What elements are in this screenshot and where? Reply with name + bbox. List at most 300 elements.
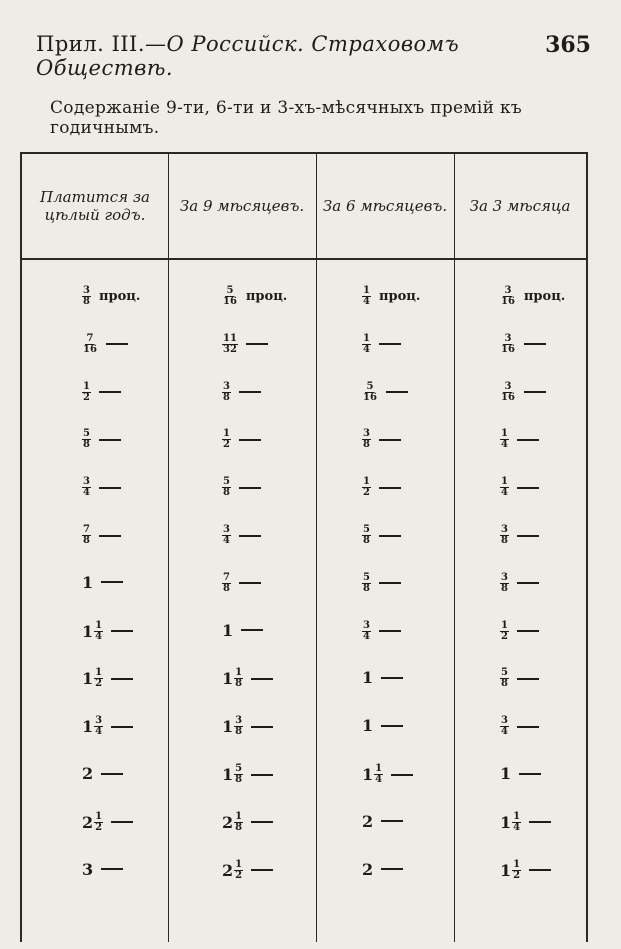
table-cell bbox=[500, 573, 539, 594]
table-cell bbox=[222, 477, 261, 498]
table-cell bbox=[222, 573, 261, 594]
denominator: 4 bbox=[95, 726, 103, 738]
table-cell bbox=[222, 429, 261, 450]
table-cell bbox=[82, 429, 121, 450]
denominator: 8 bbox=[363, 535, 370, 546]
ditto-dash bbox=[529, 821, 551, 823]
ditto-dash bbox=[529, 869, 551, 871]
ditto-dash bbox=[517, 630, 539, 632]
whole-number: 1 bbox=[500, 764, 512, 783]
numerator: 3 bbox=[95, 715, 103, 727]
denominator: 4 bbox=[501, 439, 508, 451]
table-cell bbox=[222, 621, 263, 640]
cell-value bbox=[82, 764, 93, 783]
fraction bbox=[362, 286, 371, 307]
table-cell bbox=[362, 860, 403, 879]
unit-label: проц. bbox=[378, 289, 421, 304]
table-cell bbox=[222, 860, 273, 881]
cell-value bbox=[222, 621, 233, 640]
fraction bbox=[222, 573, 231, 594]
fraction bbox=[362, 334, 371, 355]
numerator: 1 bbox=[83, 380, 90, 392]
fraction bbox=[222, 334, 238, 355]
table-cell bbox=[362, 286, 420, 307]
numerator: 3 bbox=[83, 476, 90, 488]
ditto-dash bbox=[99, 487, 121, 489]
denominator: 2 bbox=[95, 678, 103, 690]
numerator: 5 bbox=[363, 524, 370, 535]
ditto-dash bbox=[241, 629, 263, 631]
cell-value bbox=[222, 716, 243, 737]
fraction bbox=[94, 716, 103, 737]
numerator: 1 bbox=[375, 763, 383, 774]
fraction bbox=[362, 525, 371, 546]
whole-number: 2 bbox=[362, 811, 374, 831]
fraction bbox=[500, 668, 509, 689]
table-cell bbox=[362, 573, 401, 594]
column-divider bbox=[168, 154, 169, 942]
table-cell bbox=[500, 334, 546, 355]
ditto-dash bbox=[239, 487, 261, 489]
ditto-dash bbox=[111, 678, 133, 680]
ditto-dash bbox=[381, 677, 403, 679]
table-cell bbox=[362, 812, 403, 831]
ditto-dash bbox=[379, 439, 401, 441]
denominator: 8 bbox=[235, 678, 243, 690]
cell-value bbox=[82, 286, 91, 307]
numerator: 3 bbox=[501, 571, 508, 583]
fraction bbox=[222, 286, 238, 307]
denominator: 32 bbox=[223, 343, 237, 355]
fraction bbox=[82, 382, 91, 403]
table-cell bbox=[500, 429, 539, 450]
table-cell bbox=[222, 286, 287, 307]
table-cell bbox=[362, 429, 401, 450]
numerator: 1 bbox=[235, 810, 243, 822]
whole-number: 1 bbox=[82, 572, 94, 592]
denominator: 8 bbox=[501, 582, 508, 594]
table-cell bbox=[362, 621, 401, 642]
fraction bbox=[222, 382, 231, 403]
table-cell bbox=[362, 382, 408, 403]
table-cell bbox=[362, 334, 401, 355]
cell-value bbox=[362, 764, 383, 785]
ditto-dash bbox=[111, 726, 133, 728]
numerator: 1 bbox=[223, 428, 230, 440]
ditto-dash bbox=[524, 391, 546, 393]
whole-number: 1 bbox=[222, 717, 234, 737]
ditto-dash bbox=[519, 773, 541, 775]
ditto-dash bbox=[101, 581, 123, 583]
denominator: 2 bbox=[95, 821, 103, 833]
denominator: 2 bbox=[501, 630, 508, 642]
fraction bbox=[234, 716, 243, 737]
denominator: 8 bbox=[235, 821, 243, 833]
fraction bbox=[500, 382, 516, 403]
numerator: 5 bbox=[366, 380, 374, 392]
table-cell bbox=[82, 812, 133, 833]
fraction bbox=[82, 477, 91, 498]
denominator: 16 bbox=[83, 343, 97, 355]
table-title: Содержаніе 9-ти, 6-ти и 3-хъ-мѣсячныхъ премій къ годичнымъ. bbox=[50, 98, 523, 138]
column-divider bbox=[454, 154, 455, 942]
denominator: 16 bbox=[501, 343, 515, 355]
column-header-9-months: За 9 мѣсяцевъ. bbox=[168, 154, 316, 260]
whole-number: 1 bbox=[82, 717, 94, 737]
ditto-dash bbox=[99, 391, 121, 393]
fraction bbox=[234, 668, 243, 689]
numerator: 5 bbox=[501, 667, 508, 679]
cell-value bbox=[82, 621, 103, 642]
cell-value bbox=[500, 573, 509, 594]
ditto-dash bbox=[517, 678, 539, 680]
fraction bbox=[512, 860, 521, 881]
fraction bbox=[362, 621, 371, 642]
cell-value bbox=[222, 286, 238, 307]
table-cell bbox=[82, 621, 133, 642]
numerator: 3 bbox=[504, 332, 512, 344]
cell-value bbox=[362, 668, 373, 687]
numerator: 3 bbox=[501, 715, 508, 727]
fraction bbox=[234, 860, 243, 881]
cell-value bbox=[222, 764, 243, 785]
denominator: 8 bbox=[83, 296, 90, 307]
table-cell bbox=[500, 286, 565, 307]
cell-value bbox=[222, 382, 231, 403]
ditto-dash bbox=[101, 868, 123, 870]
table-cell bbox=[362, 477, 401, 498]
ditto-dash bbox=[379, 343, 401, 345]
cell-value bbox=[362, 382, 378, 403]
ditto-dash bbox=[386, 391, 408, 393]
ditto-dash bbox=[111, 821, 133, 823]
whole-number: 1 bbox=[500, 860, 512, 880]
denominator: 2 bbox=[513, 869, 521, 881]
ditto-dash bbox=[246, 343, 268, 345]
cell-value bbox=[82, 525, 91, 546]
whole-number: 1 bbox=[222, 765, 234, 784]
denominator: 4 bbox=[501, 726, 508, 738]
cell-value bbox=[362, 573, 371, 594]
fraction bbox=[500, 716, 509, 737]
cell-value bbox=[500, 812, 521, 833]
table-cell bbox=[500, 764, 541, 783]
cell-value bbox=[362, 286, 371, 307]
cell-value bbox=[500, 764, 511, 783]
denominator: 2 bbox=[363, 487, 370, 499]
whole-number: 1 bbox=[500, 812, 512, 832]
table-cell bbox=[500, 525, 539, 546]
cell-value bbox=[500, 286, 516, 307]
table-cell bbox=[362, 525, 401, 546]
table-cell bbox=[82, 860, 123, 879]
whole-number: 1 bbox=[362, 765, 374, 784]
denominator: 8 bbox=[501, 535, 508, 546]
fraction bbox=[500, 286, 516, 307]
cell-value bbox=[82, 668, 103, 689]
denominator: 16 bbox=[501, 391, 515, 403]
cell-value bbox=[222, 334, 238, 355]
ditto-dash bbox=[517, 535, 539, 537]
table-cell bbox=[500, 621, 539, 642]
table-cell bbox=[82, 764, 123, 783]
ditto-dash bbox=[379, 535, 401, 537]
unit-label: проц. bbox=[245, 289, 288, 304]
cell-value bbox=[362, 477, 371, 498]
fraction bbox=[94, 812, 103, 833]
numerator: 5 bbox=[223, 476, 230, 488]
fraction bbox=[94, 668, 103, 689]
denominator: 4 bbox=[363, 630, 370, 642]
ditto-dash bbox=[106, 343, 128, 345]
whole-number: 2 bbox=[82, 812, 94, 832]
denominator: 4 bbox=[375, 774, 383, 785]
fraction bbox=[500, 429, 509, 450]
table-cell bbox=[82, 382, 121, 403]
denominator: 2 bbox=[223, 439, 230, 451]
numerator: 3 bbox=[504, 380, 512, 392]
cell-value bbox=[222, 477, 231, 498]
denominator: 4 bbox=[363, 296, 370, 307]
ditto-dash bbox=[101, 773, 123, 775]
numerator: 1 bbox=[513, 810, 521, 822]
fraction bbox=[374, 764, 383, 785]
denominator: 8 bbox=[223, 487, 230, 499]
fraction bbox=[82, 525, 91, 546]
ditto-dash bbox=[251, 774, 273, 776]
column-divider bbox=[316, 154, 317, 942]
denominator: 8 bbox=[83, 439, 90, 451]
cell-value bbox=[222, 812, 243, 833]
numerator: 3 bbox=[363, 428, 370, 440]
cell-value bbox=[500, 621, 509, 642]
ditto-dash bbox=[381, 820, 403, 822]
cell-value bbox=[222, 668, 243, 689]
table-cell bbox=[500, 382, 546, 403]
numerator: 7 bbox=[86, 332, 94, 344]
cell-value bbox=[500, 382, 516, 403]
ditto-dash bbox=[251, 821, 273, 823]
page-header bbox=[36, 28, 591, 80]
whole-number: 2 bbox=[222, 860, 234, 880]
table-cell bbox=[362, 764, 413, 785]
ditto-dash bbox=[99, 535, 121, 537]
cell-value bbox=[362, 621, 371, 642]
appendix-label: Прил. III.— bbox=[36, 32, 167, 56]
denominator: 8 bbox=[363, 439, 370, 451]
cell-value bbox=[500, 525, 509, 546]
whole-number: 3 bbox=[82, 859, 94, 879]
ditto-dash bbox=[379, 630, 401, 632]
numerator: 1 bbox=[95, 810, 103, 822]
numerator: 5 bbox=[83, 428, 90, 440]
denominator: 2 bbox=[235, 869, 243, 881]
numerator: 3 bbox=[83, 285, 90, 296]
fraction bbox=[82, 429, 91, 450]
fraction bbox=[500, 621, 509, 642]
table-cell bbox=[82, 477, 121, 498]
table-cell bbox=[500, 716, 539, 737]
table-cell bbox=[362, 668, 403, 687]
denominator: 8 bbox=[83, 535, 90, 546]
cell-value bbox=[362, 334, 371, 355]
whole-number: 1 bbox=[222, 669, 234, 689]
table-cell bbox=[222, 525, 261, 546]
denominator: 8 bbox=[223, 391, 230, 403]
denominator: 4 bbox=[95, 630, 103, 642]
ditto-dash bbox=[517, 582, 539, 584]
numerator: 7 bbox=[223, 571, 230, 583]
table-cell bbox=[222, 764, 273, 785]
fraction bbox=[222, 477, 231, 498]
cell-value bbox=[500, 860, 521, 881]
ditto-dash bbox=[239, 439, 261, 441]
cell-value bbox=[500, 429, 509, 450]
ditto-dash bbox=[251, 678, 273, 680]
ditto-dash bbox=[239, 535, 261, 537]
numerator: 1 bbox=[235, 858, 243, 870]
fraction bbox=[82, 286, 91, 307]
cell-value bbox=[500, 477, 509, 498]
denominator: 16 bbox=[501, 296, 515, 307]
fraction bbox=[362, 429, 371, 450]
numerator: 1 bbox=[235, 667, 243, 679]
table-cell bbox=[500, 668, 539, 689]
numerator: 3 bbox=[223, 380, 230, 392]
whole-number: 1 bbox=[82, 621, 94, 641]
fraction bbox=[234, 764, 243, 785]
ditto-dash bbox=[517, 487, 539, 489]
table-cell bbox=[82, 716, 133, 737]
table-cell bbox=[222, 716, 273, 737]
cell-value bbox=[500, 668, 509, 689]
fraction bbox=[500, 477, 509, 498]
ditto-dash bbox=[517, 726, 539, 728]
ditto-dash bbox=[381, 725, 403, 727]
numerator: 1 bbox=[501, 428, 508, 440]
denominator: 4 bbox=[513, 821, 521, 833]
whole-number: 2 bbox=[362, 859, 374, 879]
fraction bbox=[222, 525, 231, 546]
cell-value bbox=[82, 477, 91, 498]
whole-number: 1 bbox=[362, 716, 374, 736]
denominator: 16 bbox=[363, 391, 377, 403]
column-header-6-months: За 6 мѣсяцевъ. bbox=[316, 154, 454, 260]
fraction bbox=[94, 621, 103, 642]
table-cell bbox=[82, 525, 121, 546]
fraction bbox=[500, 573, 509, 594]
table-cell bbox=[222, 668, 273, 689]
whole-number: 1 bbox=[222, 620, 234, 640]
ditto-dash bbox=[239, 391, 261, 393]
cell-value bbox=[362, 812, 373, 831]
numerator: 1 bbox=[363, 476, 370, 488]
table-cell bbox=[500, 477, 539, 498]
table-cell bbox=[500, 812, 551, 833]
cell-value bbox=[82, 334, 98, 355]
denominator: 8 bbox=[223, 582, 230, 594]
cell-value bbox=[362, 429, 371, 450]
table-cell bbox=[500, 860, 551, 881]
unit-label: проц. bbox=[98, 289, 141, 304]
numerator: 1 bbox=[363, 285, 370, 296]
numerator: 5 bbox=[363, 571, 370, 583]
table-cell bbox=[82, 334, 128, 355]
cell-value bbox=[362, 525, 371, 546]
ditto-dash bbox=[391, 774, 413, 776]
numerator: 5 bbox=[235, 763, 243, 774]
column-header-yearly: Платится за цѣлый годъ. bbox=[22, 154, 168, 260]
fraction bbox=[500, 525, 509, 546]
numerator: 1 bbox=[95, 667, 103, 679]
numerator: 3 bbox=[501, 524, 508, 535]
ditto-dash bbox=[239, 582, 261, 584]
denominator: 8 bbox=[363, 582, 370, 594]
whole-number: 1 bbox=[362, 668, 374, 688]
fraction bbox=[512, 812, 521, 833]
cell-value bbox=[500, 716, 509, 737]
table-cell bbox=[222, 382, 261, 403]
numerator: 7 bbox=[83, 524, 90, 535]
denominator: 8 bbox=[235, 726, 243, 738]
ditto-dash bbox=[111, 630, 133, 632]
ditto-dash bbox=[381, 868, 403, 870]
ditto-dash bbox=[379, 487, 401, 489]
cell-value bbox=[82, 812, 103, 833]
fraction bbox=[222, 429, 231, 450]
cell-value bbox=[82, 429, 91, 450]
numerator: 3 bbox=[223, 524, 230, 535]
cell-value bbox=[362, 860, 373, 879]
cell-value bbox=[222, 525, 231, 546]
running-title: О Российск. Страховомъ Обществѣ. bbox=[36, 32, 460, 80]
denominator: 4 bbox=[363, 343, 370, 355]
numerator: 1 bbox=[513, 858, 521, 870]
denominator: 16 bbox=[223, 296, 237, 307]
denominator: 4 bbox=[501, 487, 508, 499]
ditto-dash bbox=[517, 439, 539, 441]
table-cell bbox=[362, 716, 403, 735]
numerator: 1 bbox=[363, 332, 370, 344]
cell-value bbox=[82, 860, 93, 879]
column-header-3-months: За 3 мѣсяца bbox=[454, 154, 586, 260]
denominator: 8 bbox=[501, 678, 508, 690]
ditto-dash bbox=[99, 439, 121, 441]
cell-value bbox=[222, 429, 231, 450]
whole-number: 2 bbox=[222, 812, 234, 832]
ditto-dash bbox=[251, 869, 273, 871]
whole-number: 2 bbox=[82, 764, 94, 783]
unit-label: проц. bbox=[523, 289, 566, 304]
fraction bbox=[500, 334, 516, 355]
cell-value bbox=[362, 716, 373, 735]
cell-value bbox=[82, 573, 93, 592]
table-cell bbox=[82, 573, 123, 592]
ditto-dash bbox=[251, 726, 273, 728]
numerator: 1 bbox=[501, 619, 508, 631]
numerator: 1 bbox=[95, 619, 103, 631]
fraction bbox=[234, 812, 243, 833]
ditto-dash bbox=[524, 343, 546, 345]
numerator: 3 bbox=[363, 619, 370, 631]
table-cell bbox=[222, 812, 273, 833]
whole-number: 1 bbox=[82, 669, 94, 689]
premium-table bbox=[20, 152, 588, 942]
cell-value bbox=[222, 860, 243, 881]
cell-value bbox=[500, 334, 516, 355]
fraction bbox=[82, 334, 98, 355]
ditto-dash bbox=[379, 582, 401, 584]
